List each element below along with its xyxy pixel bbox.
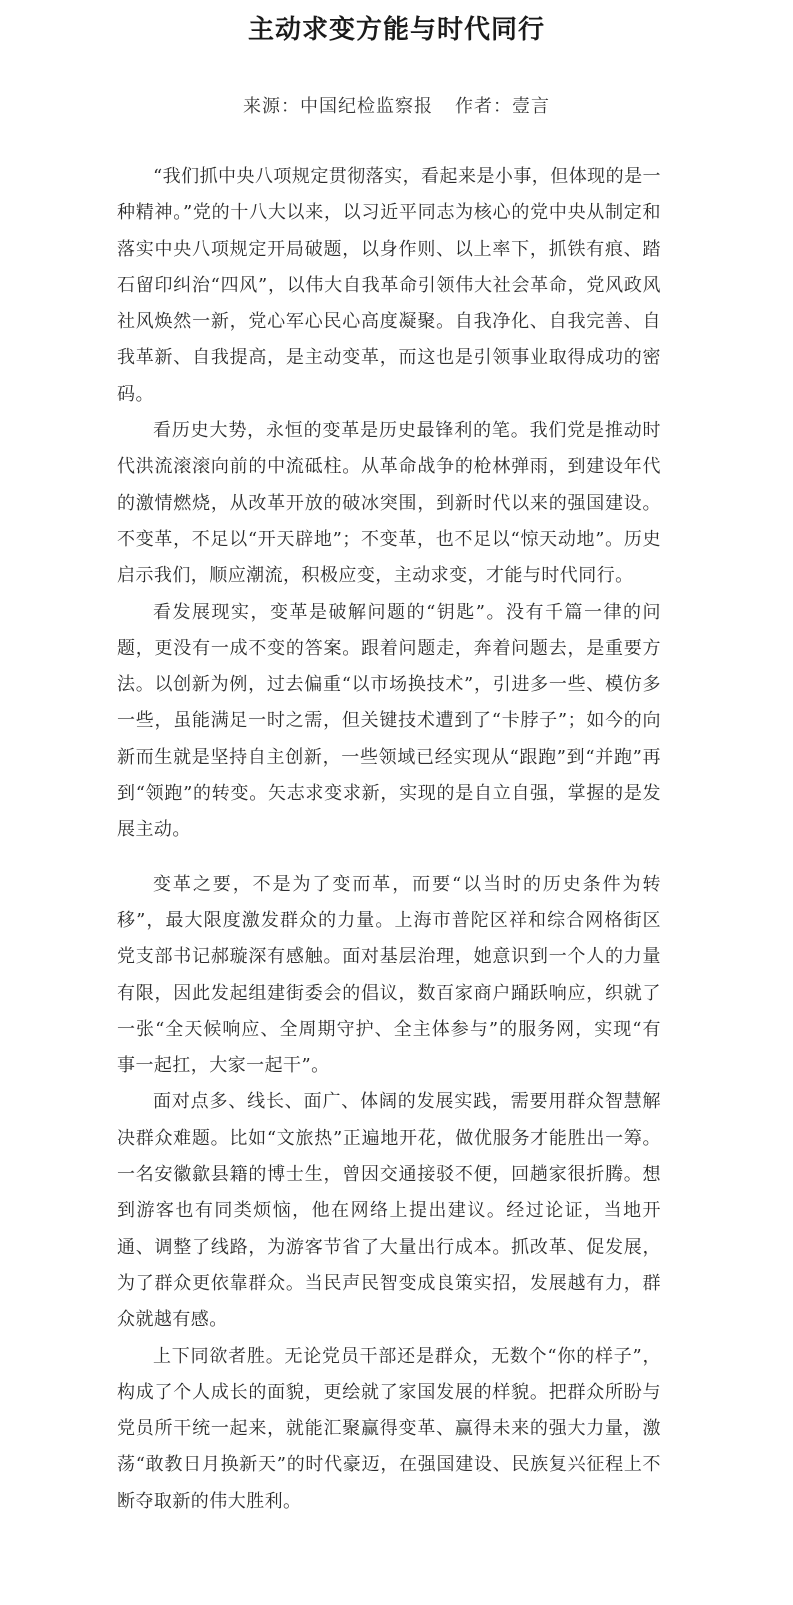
- source-name: 中国纪检监察报: [300, 96, 433, 117]
- paragraph-2: 看历史大势，永恒的变革是历史最锋利的笔。我们党是推动时代洪流滚滚向前的中流砥柱。从革命战争的枪林弹雨，到建设年代的激情燃烧，从改革开放的破冰突围，到新时代以来的强国建设。不变革，不足以“开天辟地”；不变革，也不足以“惊天动地”。历史启示我们，顺应潮流，积极应变，主动求变，才能与时代同行。: [117, 420, 661, 587]
- article-title: 主动求变方能与时代同行: [247, 15, 545, 45]
- paragraph-1: “我们抓中央八项规定贯彻落实，看起来是小事，但体现的是一种精神。”党的十八大以来，以习近平同志为核心的党中央从制定和落实中央八项规定开局破题，以身作则、以上率下，抓铁有痕、踏石留印纠治“四风”，以伟大自我革命引领伟大社会革命，党风政风社风焕然一新，党心军心民心高度凝聚。自我净化、自我完善、自我革新、自我提高，是主动变革，而这也是引领事业取得成功的密码。: [117, 166, 661, 405]
- paragraph-4: 变革之要，不是为了变而革，而要“以当时的历史条件为转移”，最大限度激发群众的力量。上海市普陀区祥和综合网格街区党支部书记郝璇深有感触。面对基层治理，她意识到一个人的力量有限，因此发起组建街委会的倡议，数百家商户踊跃响应，织就了一张“全天候响应、全周期守护、全主体参与”的服务网，实现“有事一起扛，大家一起干”。: [117, 873, 661, 1077]
- paragraph-5: 面对点多、线长、面广、体阔的发展实践，需要用群众智慧解决群众难题。比如“文旅热”正遍地开花，做优服务才能胜出一筹。一名安徽歙县籍的博士生，曾因交通接驳不便，回趟家很折腾。想到游客也有同类烦恼，他在网络上提出建议。经过论证，当地开通、调整了线路，为游客节省了大量出行成本。抓改革、促发展，为了群众更依靠群众。当民声民智变成良策实招，发展越有力，群众就越有感。: [117, 1091, 661, 1331]
- source-label: 来源：: [243, 96, 300, 117]
- article-byline: [0, 92, 793, 122]
- author-label: 作者：: [455, 96, 512, 117]
- paragraph-3: 看发展现实，变革是破解问题的“钥匙”。没有千篇一律的问题，更没有一成不变的答案。跟着问题走，奔着问题去，是重要方法。以创新为例，过去偏重“以市场换技术”，引进多一些、模仿多一些，虽能满足一时之需，但关键技术遭到了“卡脖子”；如今的向新而生就是坚持自主创新，一些领域已经实现从“跟跑”到“并跑”再到“领跑”的转变。矢志求变求新，实现的是自立自强，掌握的是发展主动。: [117, 601, 661, 841]
- article-body: [117, 159, 661, 1520]
- paragraph-6: 上下同欲者胜。无论党员干部还是群众，无数个“你的样子”，构成了个人成长的面貌，更绘就了家国发展的样貌。把群众所盼与党员所干统一起来，就能汇聚赢得变革、赢得未来的强大力量，激荡“敢教日月换新天”的时代豪迈，在强国建设、民族复兴征程上不断夺取新的伟大胜利。: [117, 1345, 661, 1512]
- author-name: 壹言: [512, 96, 550, 117]
